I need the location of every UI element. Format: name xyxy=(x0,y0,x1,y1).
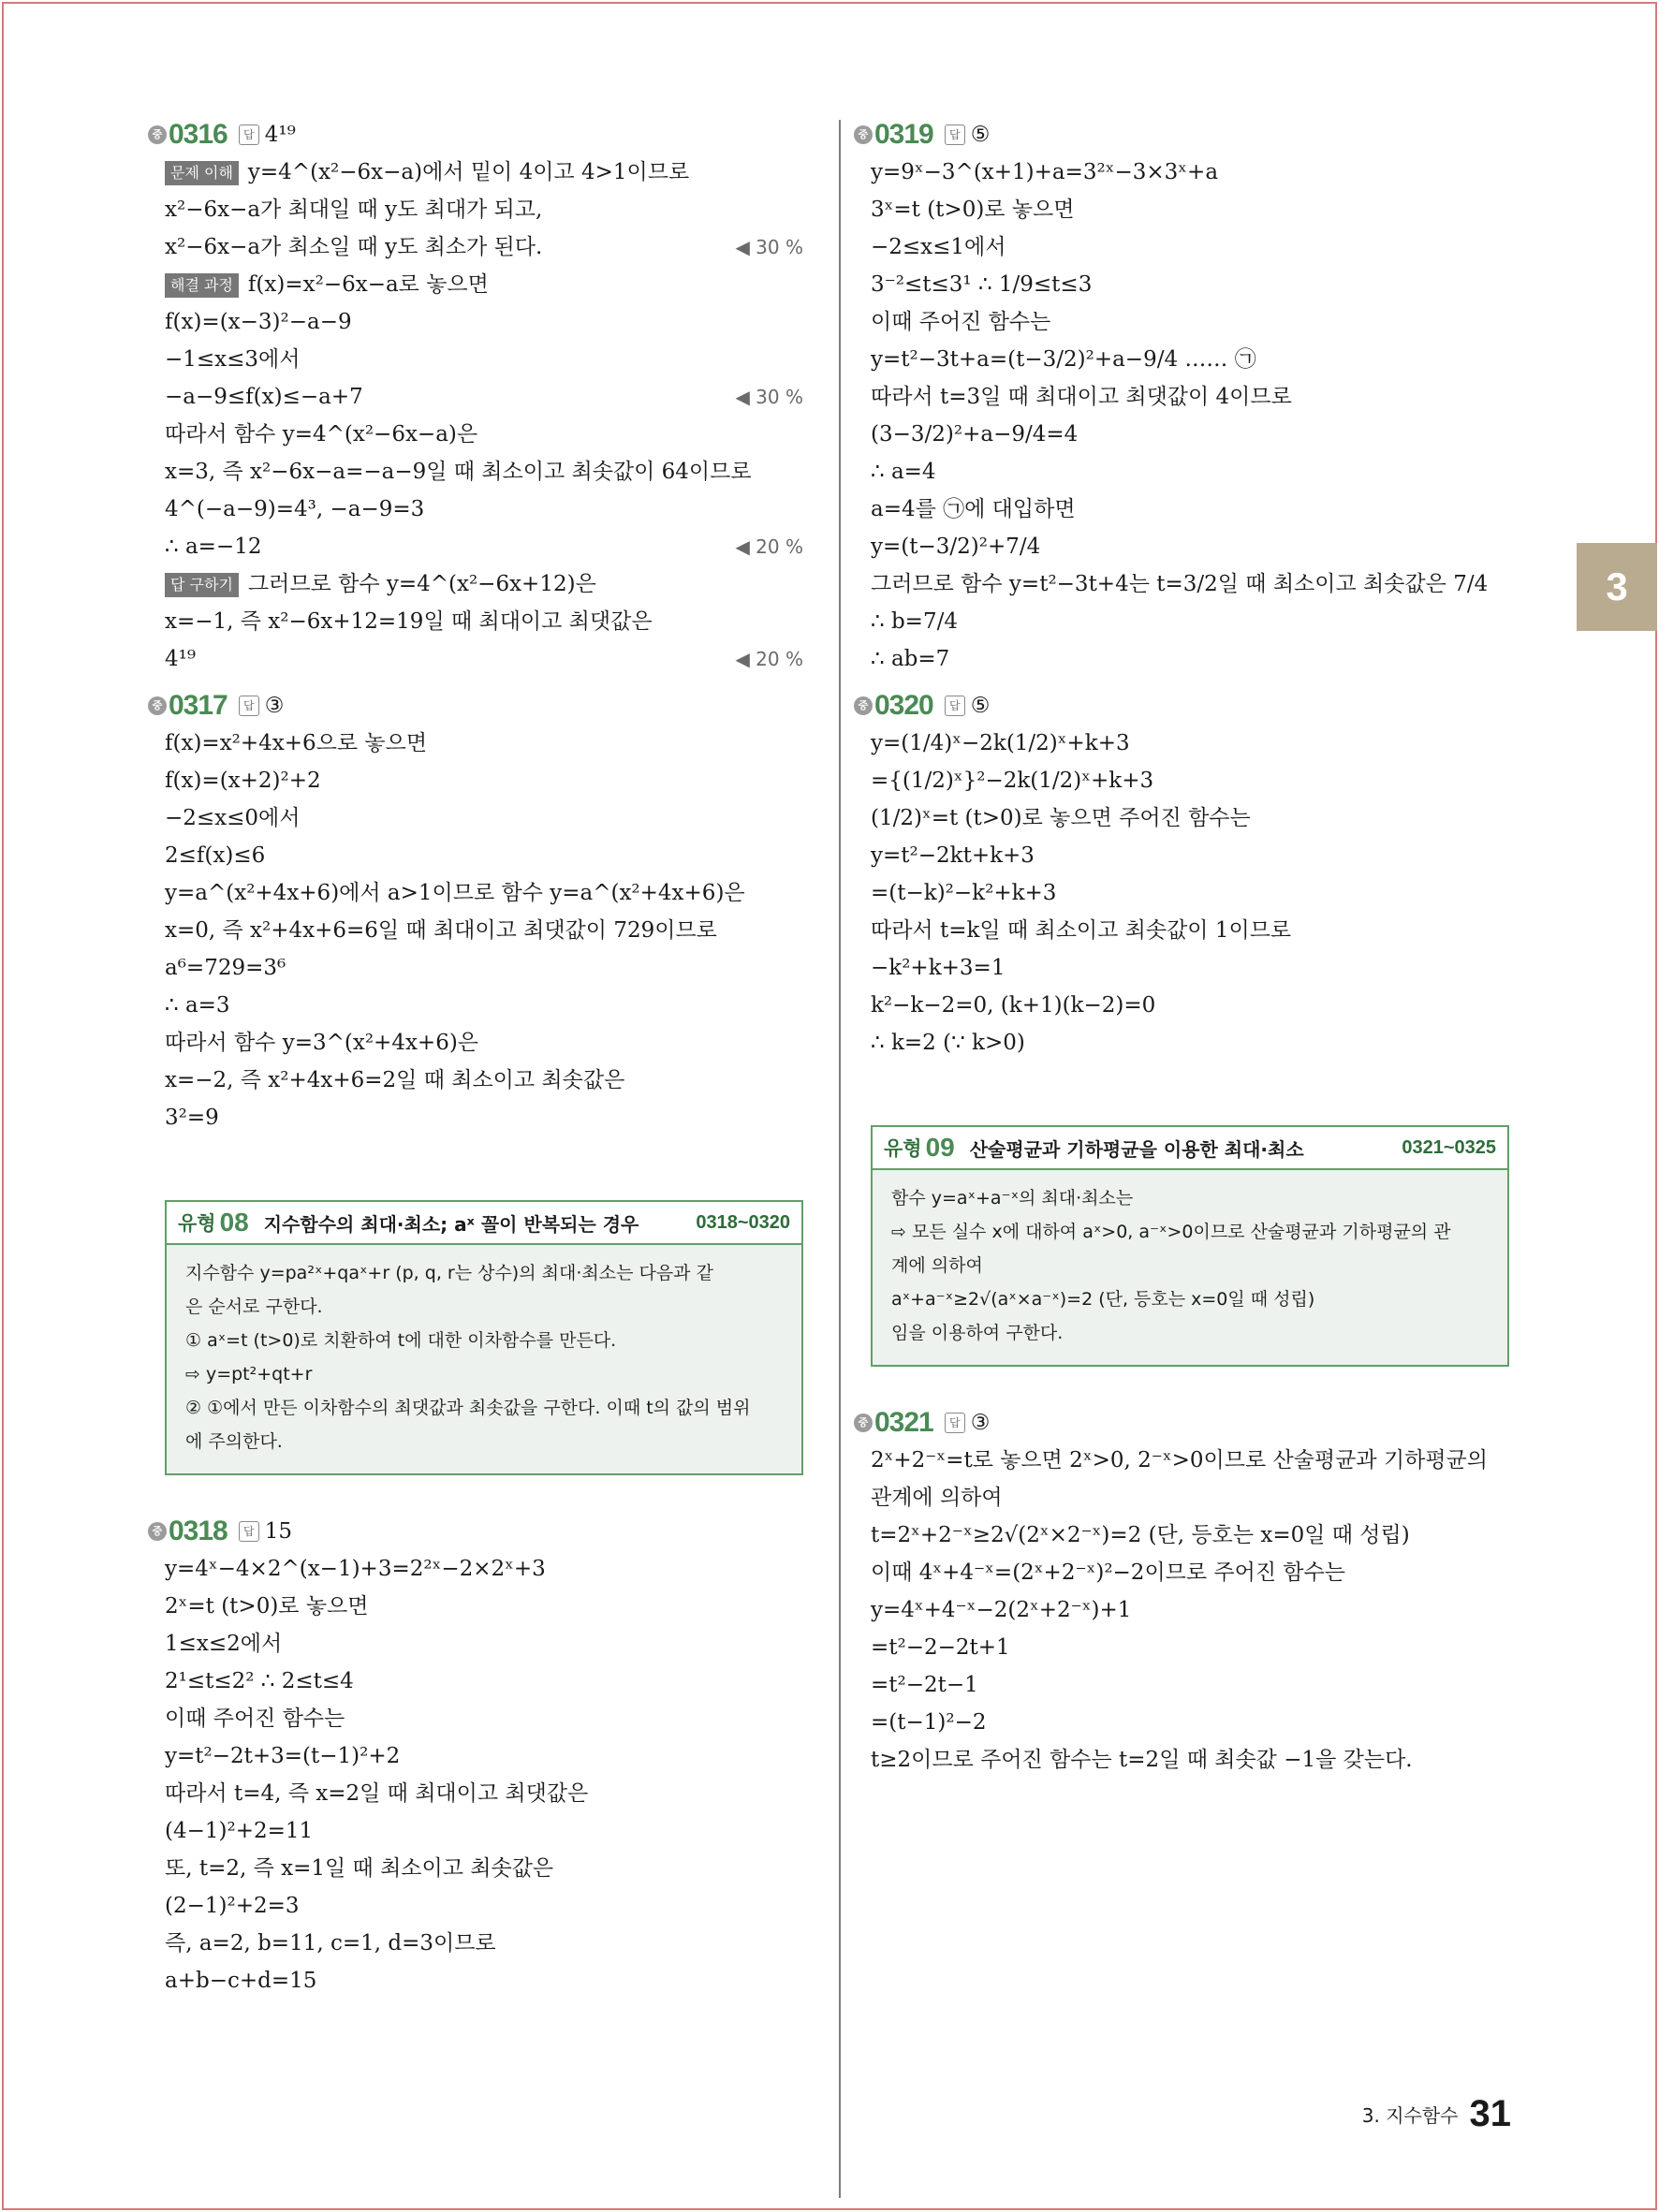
solution-line: 즉, a=2, b=11, c=1, d=3이므로 xyxy=(165,1931,496,1956)
problem-header xyxy=(854,116,1509,154)
solution-line: 2ˣ+2⁻ˣ=t로 놓으면 2ˣ>0, 2⁻ˣ>0이므로 산술평균과 기하평균의 xyxy=(871,1448,1488,1472)
solution-line xyxy=(148,528,803,565)
solution-line: 에 주의한다. xyxy=(185,1431,283,1452)
solution-line: t≥2이므로 주어진 함수는 t=2일 때 최솟값 −1을 갖는다. xyxy=(871,1748,1413,1772)
answer-label: 답 xyxy=(239,1521,259,1542)
step-tag: 해결 과정 xyxy=(165,273,239,298)
solution-line: ∴ a=3 xyxy=(165,993,230,1018)
solution-line: ① aˣ=t (t>0)로 치환하여 t에 대한 이차함수를 만든다. xyxy=(185,1330,617,1351)
solution-line xyxy=(148,228,803,266)
answer-value: 15 xyxy=(264,1519,293,1544)
chapter-title: 3. 지수함수 xyxy=(1361,2104,1459,2127)
solution-line: =t²−2−2t+1 xyxy=(871,1635,1010,1660)
line-text: x=3, 즉 x²−6x−a=−a−9일 때 최소이고 최솟값이 64이므로 xyxy=(165,460,752,484)
solution-line: y=t²−3t+a=(t−3/2)²+a−9/4 …… ㉠ xyxy=(871,347,1256,372)
page-footer xyxy=(1362,2093,1511,2135)
solution-line xyxy=(148,378,803,416)
type-title: 지수함수의 최대·최소; aˣ 꼴이 반복되는 경우 xyxy=(263,1212,639,1236)
line-text: −a−9≤f(x)≤−a+7 xyxy=(165,385,363,409)
solution-line: −2≤x≤1에서 xyxy=(871,235,1006,259)
solution-line: y=t²−2t+3=(t−1)²+2 xyxy=(165,1744,401,1768)
solution-body xyxy=(854,725,1509,1062)
solution-line: 3ˣ=t (t>0)로 놓으면 xyxy=(871,198,1075,222)
solution-line: 따라서 t=k일 때 최소이고 최솟값이 1이므로 xyxy=(871,918,1292,943)
solution-line: 3²=9 xyxy=(165,1106,219,1130)
solution-line: 따라서 t=3일 때 최대이고 최댓값이 4이므로 xyxy=(871,385,1292,409)
type-title: 산술평균과 기하평균을 이용한 최대·최소 xyxy=(969,1137,1304,1161)
solution-line: k²−k−2=0, (k+1)(k−2)=0 xyxy=(871,993,1156,1018)
solution-line xyxy=(148,603,803,640)
solution-line: ={(1/2)ˣ}²−2k(1/2)ˣ+k+3 xyxy=(871,769,1154,793)
solution-line: 지수함수 y=pa²ˣ+qaˣ+r (p, q, r는 상수)의 최대·최소는 다음과 같 xyxy=(185,1263,713,1283)
problem-header xyxy=(854,687,1509,725)
solution-line: y=4ˣ−4×2^(x−1)+3=2²ˣ−2×2ˣ+3 xyxy=(165,1557,546,1581)
solution-line: 은 순서로 구한다. xyxy=(185,1296,323,1317)
solution-line: −k²+k+3=1 xyxy=(871,956,1006,980)
solution-line: f(x)=(x+2)²+2 xyxy=(165,769,321,793)
answer-value: ③ xyxy=(264,694,285,718)
problem-header xyxy=(148,687,803,725)
solution-line: ∴ a=4 xyxy=(871,460,936,484)
answer-label: 답 xyxy=(239,125,259,145)
line-text: x²−6x−a가 최대일 때 y도 최대가 되고, xyxy=(165,198,543,222)
solution-body xyxy=(148,1550,803,2000)
solution-line xyxy=(148,303,803,341)
right-column xyxy=(854,116,1509,1788)
line-text: 그러므로 함수 y=4^(x²−6x+12)은 xyxy=(247,572,596,596)
solution-line: 2¹≤t≤2² ∴ 2≤t≤4 xyxy=(165,1669,354,1693)
score-percent: ◀ 30 % xyxy=(735,236,803,258)
line-text: 따라서 함수 y=4^(x²−6x−a)은 xyxy=(165,422,478,447)
solution-line: aˣ+a⁻ˣ≥2√(aˣ×a⁻ˣ)=2 (단, 등호는 x=0일 때 성립) xyxy=(891,1289,1315,1310)
score-percent: ◀ 30 % xyxy=(735,386,803,408)
solution-body xyxy=(854,154,1509,678)
solution-line: (2−1)²+2=3 xyxy=(165,1894,300,1918)
type-box-title xyxy=(873,1127,1507,1170)
solution-line: 2ˣ=t (t>0)로 놓으면 xyxy=(165,1594,369,1619)
solution-line: 1≤x≤2에서 xyxy=(165,1632,283,1656)
problem-number: 0319 xyxy=(874,119,933,150)
solution-line: a+b−c+d=15 xyxy=(165,1969,317,1993)
solution-line: 그러므로 함수 y=t²−3t+4는 t=3/2일 때 최소이고 최솟값은 7/4 xyxy=(871,572,1489,596)
type-number: 08 xyxy=(219,1208,249,1237)
solution-line: (4−1)²+2=11 xyxy=(165,1819,314,1843)
solution-body xyxy=(148,725,803,1136)
solution-line: y=(t−3/2)²+7/4 xyxy=(871,535,1041,559)
answer-value: ⑤ xyxy=(970,123,991,147)
solution-line: 이때 주어진 함수는 xyxy=(871,310,1051,334)
solution-line: 따라서 t=4, 즉 x=2일 때 최대이고 최댓값은 xyxy=(165,1781,589,1806)
problem-number: 0321 xyxy=(874,1407,933,1438)
step-tag: 문제 이해 xyxy=(165,161,239,185)
solution-line xyxy=(148,341,803,378)
problem-0320 xyxy=(854,687,1509,1062)
solution-line: f(x)=x²+4x+6으로 놓으면 xyxy=(165,731,428,755)
difficulty-badge: 중 xyxy=(148,696,167,715)
answer-label: 답 xyxy=(945,696,965,716)
solution-line: 또, t=2, 즉 x=1일 때 최소이고 최솟값은 xyxy=(165,1856,554,1881)
problem-number: 0320 xyxy=(874,690,933,721)
problem-number: 0317 xyxy=(169,690,228,721)
page-number: 31 xyxy=(1469,2093,1511,2134)
difficulty-badge: 중 xyxy=(148,125,167,144)
problem-header xyxy=(148,1513,803,1550)
problem-0318 xyxy=(148,1513,803,2000)
answer-value: 4¹⁹ xyxy=(264,123,296,147)
solution-line: ⇨ 모든 실수 x에 대하여 aˣ>0, a⁻ˣ>0이므로 산술평균과 기하평균의 관 xyxy=(891,1222,1451,1242)
line-text: 4¹⁹ xyxy=(165,647,197,671)
solution-line: =(t−k)²−k²+k+3 xyxy=(871,881,1057,905)
line-text: x=−1, 즉 x²−6x+12=19일 때 최대이고 최댓값은 xyxy=(165,609,653,634)
solution-line: ∴ b=7/4 xyxy=(871,609,958,634)
solution-line: 관계에 의하여 xyxy=(871,1486,1003,1510)
solution-line xyxy=(148,266,803,303)
solution-body xyxy=(854,1442,1509,1779)
solution-line: y=(1/4)ˣ−2k(1/2)ˣ+k+3 xyxy=(871,731,1130,755)
solution-line: y=t²−2kt+k+3 xyxy=(871,843,1035,868)
type-range: 0321~0325 xyxy=(1402,1136,1496,1158)
line-text: f(x)=(x−3)²−a−9 xyxy=(165,310,352,334)
solution-line xyxy=(148,491,803,528)
solution-line: 따라서 함수 y=3^(x²+4x+6)은 xyxy=(165,1031,479,1055)
solution-line: 이때 주어진 함수는 xyxy=(165,1707,345,1731)
solution-line: a=4를 ㉠에 대입하면 xyxy=(871,497,1076,521)
answer-label: 답 xyxy=(945,125,965,145)
solution-line: a⁶=729=3⁶ xyxy=(165,956,286,980)
solution-line: y=a^(x²+4x+6)에서 a>1이므로 함수 y=a^(x²+4x+6)은 xyxy=(165,881,745,905)
solution-line: ∴ ab=7 xyxy=(871,647,950,671)
type-range: 0318~0320 xyxy=(696,1211,790,1233)
problem-number: 0318 xyxy=(169,1516,228,1546)
line-text: 4^(−a−9)=4³, −a−9=3 xyxy=(165,497,425,521)
type-box-09 xyxy=(871,1125,1509,1367)
problem-number: 0316 xyxy=(169,119,228,150)
type-number: 09 xyxy=(925,1133,955,1162)
column-divider xyxy=(839,120,841,2198)
problem-0316 xyxy=(148,116,803,678)
solution-line xyxy=(148,416,803,453)
solution-line: (3−3/2)²+a−9/4=4 xyxy=(871,422,1079,447)
problem-0321 xyxy=(854,1404,1509,1779)
solution-line xyxy=(148,154,803,191)
solution-line: 계에 의하여 xyxy=(891,1255,983,1276)
type-label: 유형 xyxy=(884,1137,922,1160)
answer-label: 답 xyxy=(945,1413,965,1433)
line-text: x²−6x−a가 최소일 때 y도 최소가 된다. xyxy=(165,235,543,259)
score-percent: ◀ 20 % xyxy=(735,648,803,670)
solution-line: y=4ˣ+4⁻ˣ−2(2ˣ+2⁻ˣ)+1 xyxy=(871,1598,1132,1622)
type-box-body xyxy=(167,1245,801,1473)
type-box-body xyxy=(873,1170,1507,1365)
solution-line: ∴ k=2 (∵ k>0) xyxy=(871,1031,1025,1055)
solution-line: −2≤x≤0에서 xyxy=(165,806,301,830)
solution-line xyxy=(148,453,803,491)
solution-line: x=0, 즉 x²+4x+6=6일 때 최대이고 최댓값이 729이므로 xyxy=(165,918,717,943)
solution-line: ② ①에서 만든 이차함수의 최댓값과 최솟값을 구한다. 이때 t의 값의 범위 xyxy=(185,1398,751,1418)
solution-line: 이때 4ˣ+4⁻ˣ=(2ˣ+2⁻ˣ)²−2이므로 주어진 함수는 xyxy=(871,1560,1346,1585)
solution-line: t=2ˣ+2⁻ˣ≥2√(2ˣ×2⁻ˣ)=2 (단, 등호는 x=0일 때 성립) xyxy=(871,1523,1410,1547)
answer-value: ⑤ xyxy=(970,694,991,718)
problem-header xyxy=(148,116,803,154)
type-box-title xyxy=(167,1202,801,1245)
difficulty-badge: 중 xyxy=(854,125,873,144)
type-label: 유형 xyxy=(178,1212,216,1235)
problem-0319 xyxy=(854,116,1509,678)
solution-line xyxy=(148,640,803,678)
solution-line: 함수 y=aˣ+a⁻ˣ의 최대·최소는 xyxy=(891,1188,1134,1209)
solution-line: x=−2, 즉 x²+4x+6=2일 때 최소이고 최솟값은 xyxy=(165,1068,625,1092)
line-text: −1≤x≤3에서 xyxy=(165,347,301,372)
answer-value: ③ xyxy=(970,1411,991,1435)
difficulty-badge: 중 xyxy=(148,1522,167,1541)
answer-label: 답 xyxy=(239,696,259,716)
solution-line xyxy=(148,191,803,228)
problem-header xyxy=(854,1404,1509,1442)
solution-line: =(t−1)²−2 xyxy=(871,1710,987,1735)
line-text: ∴ a=−12 xyxy=(165,535,262,559)
left-column xyxy=(148,116,803,2009)
type-box-08 xyxy=(165,1200,803,1475)
solution-line: =t²−2t−1 xyxy=(871,1673,978,1697)
solution-line: (1/2)ˣ=t (t>0)로 놓으면 주어진 함수는 xyxy=(871,806,1251,830)
difficulty-badge: 중 xyxy=(854,1414,873,1432)
step-tag: 답 구하기 xyxy=(165,573,239,597)
chapter-side-tab: 3 xyxy=(1577,543,1657,631)
solution-line: y=9ˣ−3^(x+1)+a=3²ˣ−3×3ˣ+a xyxy=(871,160,1219,184)
score-percent: ◀ 20 % xyxy=(735,535,803,558)
solution-line: 임을 이용하여 구한다. xyxy=(891,1323,1064,1343)
problem-0317 xyxy=(148,687,803,1136)
solution-line: 2≤f(x)≤6 xyxy=(165,843,266,868)
solution-line: 3⁻²≤t≤3¹ ∴ 1/9≤t≤3 xyxy=(871,272,1093,297)
line-text: y=4^(x²−6x−a)에서 밑이 4이고 4>1이므로 xyxy=(247,160,690,184)
line-text: f(x)=x²−6x−a로 놓으면 xyxy=(247,272,489,297)
difficulty-badge: 중 xyxy=(854,696,873,715)
solution-line: ⇨ y=pt²+qt+r xyxy=(185,1364,313,1384)
solution-body xyxy=(148,154,803,678)
solution-line xyxy=(148,565,803,603)
